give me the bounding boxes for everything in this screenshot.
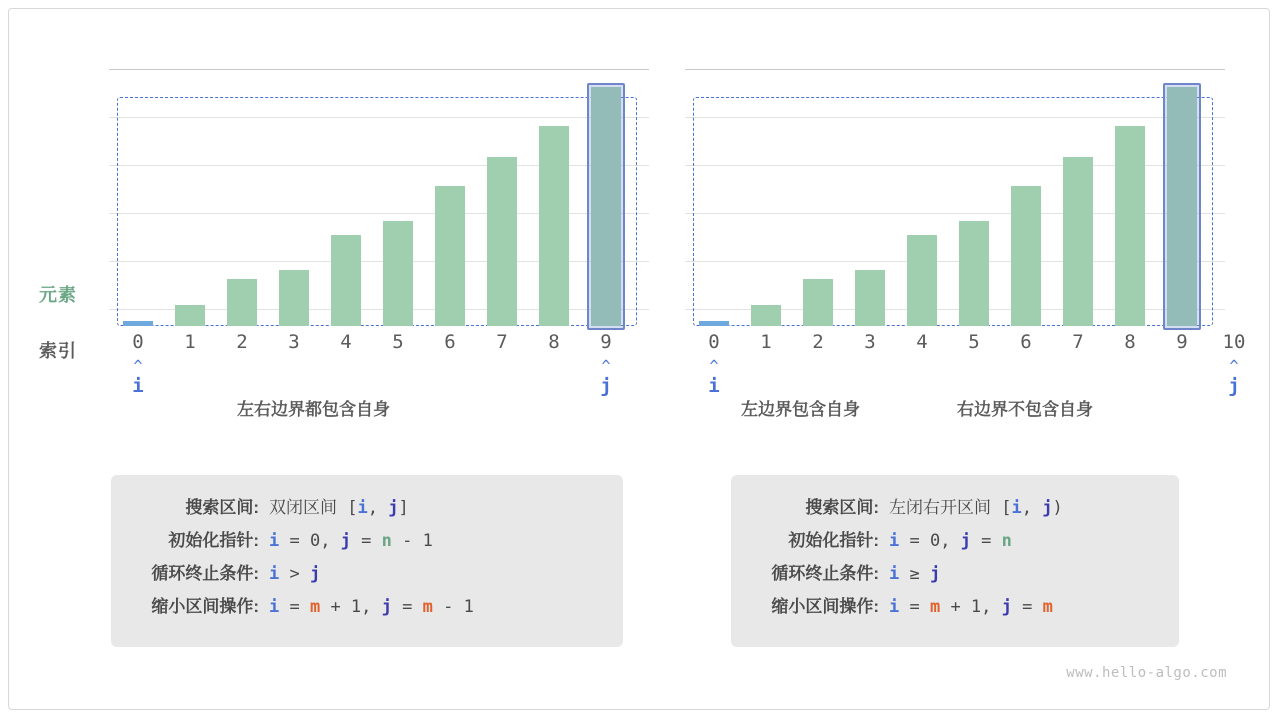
tick-9: 9 <box>600 331 612 353</box>
tick-7: 7 <box>496 331 508 353</box>
bar-4 <box>907 235 937 326</box>
info-value: i = 0, j = n - 1 <box>269 531 433 551</box>
info-value: i = m + 1, j = m - 1 <box>269 597 474 617</box>
axis-label-index: 索引 <box>39 341 77 361</box>
bar-0 <box>123 321 153 326</box>
bar-6 <box>1011 186 1041 326</box>
tick-4: 4 <box>340 331 352 353</box>
panel-closed-interval <box>51 69 611 429</box>
bar-5 <box>383 221 413 326</box>
info-key: 搜索区间: <box>805 498 879 517</box>
caption-halfopen-1: 右边界不包含自身 <box>957 400 1093 419</box>
pointer-j: j <box>600 375 612 397</box>
infobox-half-open-interval <box>731 475 1179 647</box>
tick-8: 8 <box>548 331 560 353</box>
bar-8 <box>539 126 569 326</box>
watermark: www.hello-algo.com <box>1066 665 1227 681</box>
caret-row-closed <box>109 357 709 377</box>
info-row <box>757 493 1153 518</box>
bar-4 <box>331 235 361 326</box>
bar-5 <box>959 221 989 326</box>
bar-1 <box>751 305 781 326</box>
info-row <box>757 559 1153 584</box>
tick-5: 5 <box>968 331 980 353</box>
bar-8 <box>1115 126 1145 326</box>
tick-5: 5 <box>392 331 404 353</box>
tick-2: 2 <box>236 331 248 353</box>
bars-group <box>685 69 1225 326</box>
tick-10: 10 <box>1222 331 1246 353</box>
caret-i: ^ <box>133 357 143 375</box>
info-key: 搜索区间: <box>185 498 259 517</box>
tick-3: 3 <box>288 331 300 353</box>
tick-6: 6 <box>444 331 456 353</box>
diagram-frame <box>8 8 1270 710</box>
info-value: i = m + 1, j = m <box>889 597 1053 617</box>
caption-closed-0: 左右边界都包含自身 <box>237 400 390 419</box>
pointer-i: i <box>132 375 144 397</box>
info-key: 缩小区间操作: <box>151 597 259 616</box>
bar-7 <box>487 157 517 326</box>
tick-3: 3 <box>864 331 876 353</box>
info-row <box>137 493 597 518</box>
info-row <box>757 526 1153 551</box>
panel-half-open-interval <box>627 69 1246 429</box>
pointer-row-closed <box>109 375 709 401</box>
bar-3 <box>855 270 885 326</box>
tick-8: 8 <box>1124 331 1136 353</box>
tick-0: 0 <box>708 331 720 353</box>
index-axis-halfopen <box>685 331 1280 357</box>
bar-chart-halfopen <box>685 69 1225 326</box>
tick-6: 6 <box>1020 331 1032 353</box>
bar-0 <box>699 321 729 326</box>
info-value: 双闭区间 [i, j] <box>269 498 409 518</box>
tick-1: 1 <box>760 331 772 353</box>
caret-i: ^ <box>709 357 719 375</box>
bar-7 <box>1063 157 1093 326</box>
pointer-i: i <box>708 375 720 397</box>
pointer-j: j <box>1228 375 1240 397</box>
bar-3 <box>279 270 309 326</box>
bars-group <box>109 69 649 326</box>
tick-7: 7 <box>1072 331 1084 353</box>
tick-0: 0 <box>132 331 144 353</box>
info-row <box>137 592 597 617</box>
caption-halfopen-0: 左边界包含自身 <box>741 400 860 419</box>
info-value: i ≥ j <box>889 564 941 584</box>
info-value: 左闭右开区间 [i, j) <box>889 498 1063 518</box>
info-key: 循环终止条件: <box>151 564 259 583</box>
info-key: 初始化指针: <box>168 531 259 550</box>
highlight-box-index-9 <box>587 83 625 330</box>
info-key: 循环终止条件: <box>771 564 879 583</box>
bar-1 <box>175 305 205 326</box>
tick-9: 9 <box>1176 331 1188 353</box>
info-key: 初始化指针: <box>788 531 879 550</box>
info-row <box>757 592 1153 617</box>
info-row <box>137 526 597 551</box>
infobox-closed-interval <box>111 475 623 647</box>
axis-label-elements: 元素 <box>39 285 77 305</box>
bar-2 <box>227 279 257 326</box>
bar-2 <box>803 279 833 326</box>
tick-1: 1 <box>184 331 196 353</box>
tick-4: 4 <box>916 331 928 353</box>
info-row <box>137 559 597 584</box>
bar-chart-closed <box>109 69 649 326</box>
highlight-box-index-9 <box>1163 83 1201 330</box>
caret-j: ^ <box>1229 357 1239 375</box>
info-key: 缩小区间操作: <box>771 597 879 616</box>
bar-6 <box>435 186 465 326</box>
index-axis-closed <box>109 331 709 357</box>
info-value: i > j <box>269 564 321 584</box>
info-value: i = 0, j = n <box>889 531 1012 551</box>
caret-j: ^ <box>601 357 611 375</box>
tick-2: 2 <box>812 331 824 353</box>
caret-row-halfopen <box>685 357 1280 377</box>
